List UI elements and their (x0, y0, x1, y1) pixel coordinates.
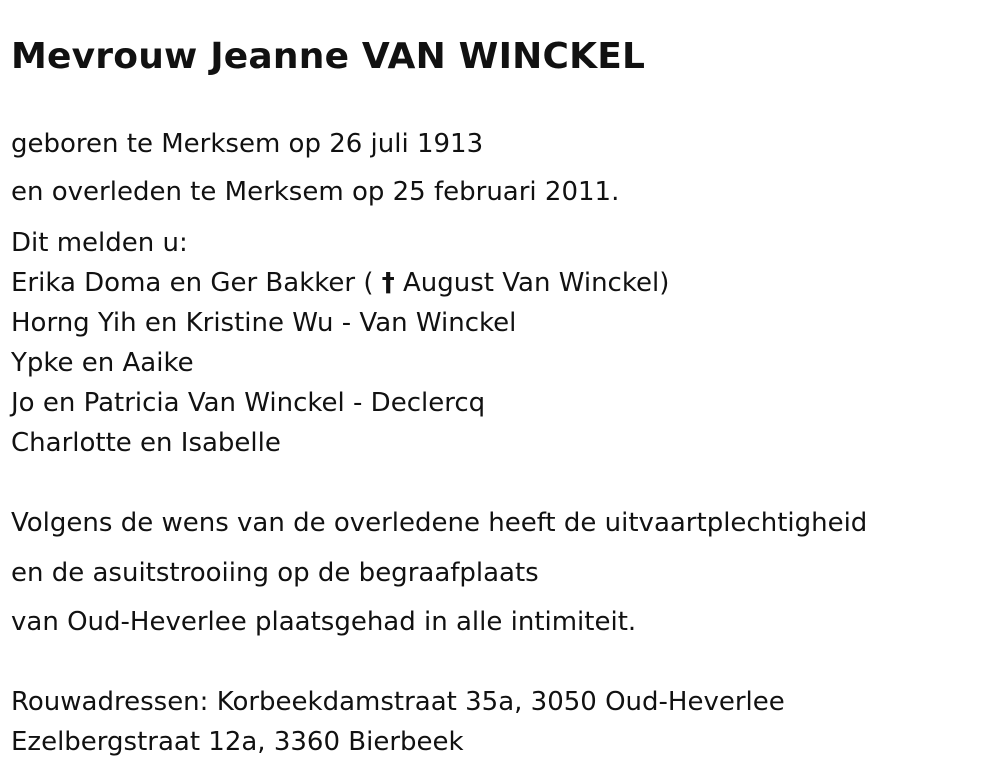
family-line-1-text-end: August Van Winckel) (394, 268, 670, 298)
family-line-3: Ypke en Aaike (11, 348, 194, 378)
deceased-name-heading: Mevrouw Jeanne VAN WINCKEL (11, 36, 646, 77)
birth-line: geboren te Merksem op 26 juli 1913 (11, 129, 484, 159)
family-line-1-text: Erika Doma en Ger Bakker ( (11, 268, 382, 298)
family-line-1 (11, 266, 669, 300)
announcement-intro: Dit melden u: (11, 228, 188, 258)
death-line: en overleden te Merksem op 25 februari 2011. (11, 177, 620, 207)
family-line-2: Horng Yih en Kristine Wu - Van Winckel (11, 308, 517, 338)
address-line-1: Rouwadressen: Korbeekdamstraat 35a, 3050 Oud-Heverlee (11, 687, 785, 717)
ceremony-line-1: Volgens de wens van de overledene heeft de uitvaartplechtigheid (11, 508, 868, 538)
family-line-5: Charlotte en Isabelle (11, 428, 281, 458)
ceremony-line-3: van Oud-Heverlee plaatsgehad in alle intimiteit. (11, 607, 637, 637)
family-line-4: Jo en Patricia Van Winckel - Declercq (11, 388, 486, 418)
address-line-2: Ezelbergstraat 12a, 3360 Bierbeek (11, 727, 464, 757)
cross-icon: † (381, 268, 395, 298)
ceremony-line-2: en de asuitstrooiing op de begraafplaats (11, 558, 539, 588)
